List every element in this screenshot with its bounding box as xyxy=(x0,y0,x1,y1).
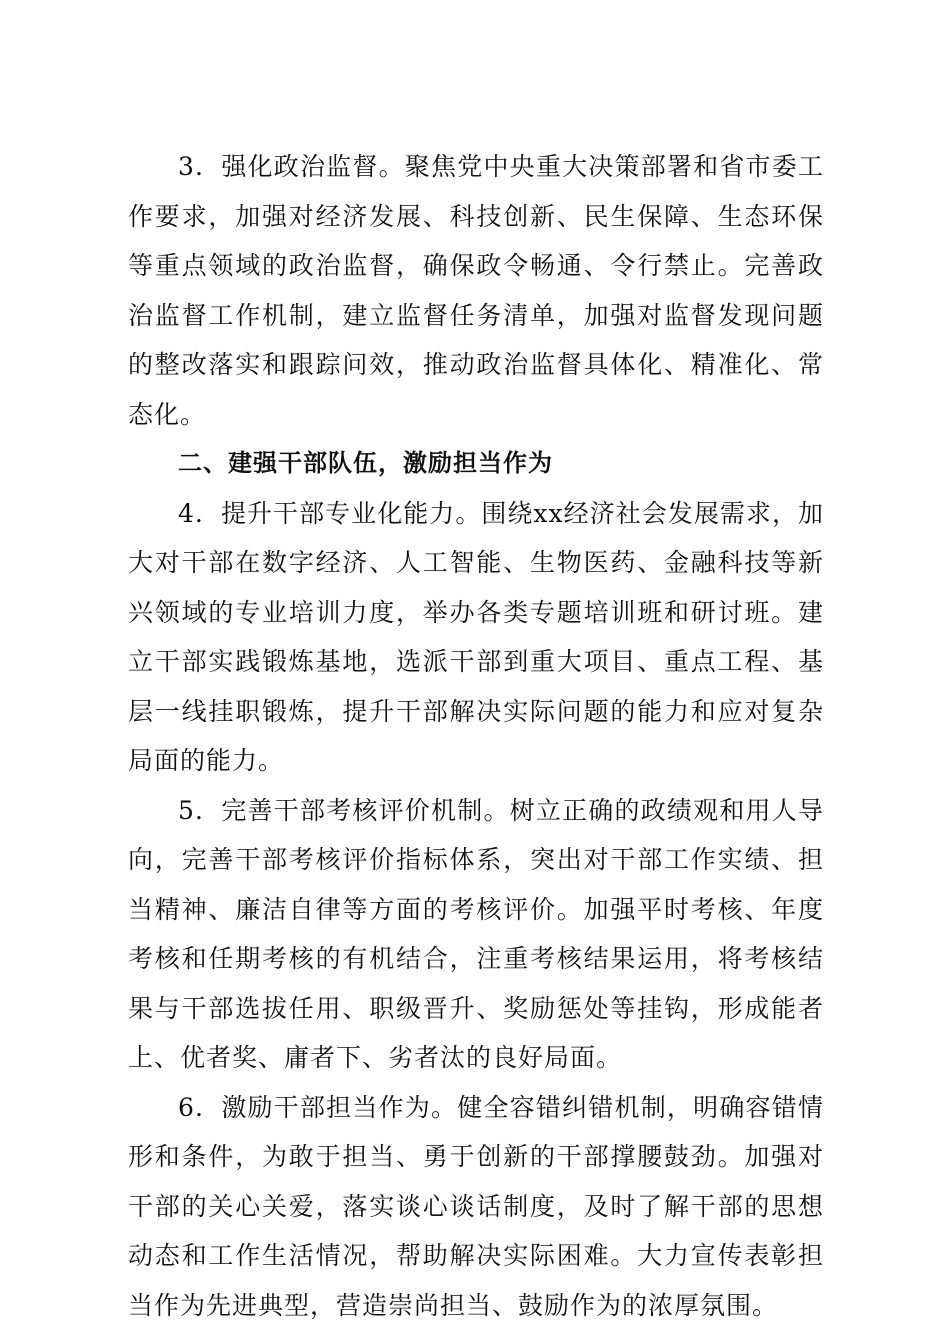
section-heading-cadre-team: 二、建强干部队伍，激励担当作为 xyxy=(178,449,553,477)
document-body xyxy=(128,142,824,1330)
paragraph-3-political-supervision: 3．强化政治监督。聚焦党中央重大决策部署和省市委工作要求，加强对经济发展、科技创新、民生保障、生态环保等重点领域的政治监督，确保政令畅通、令行禁止。完善政治监督工作机制，建立监督任务清单，加强对监督发现问题的整改落实和跟踪问效，推动政治监督具体化、精准化、常态化。 xyxy=(128,152,824,429)
paragraph-6-cadre-incentive: 6．激励干部担当作为。健全容错纠错机制，明确容错情形和条件，为敢于担当、勇于创新的干部撑腰鼓劲。加强对干部的关心关爱，落实谈心谈话制度，及时了解干部的思想动态和工作生活情况，帮助解决实际困难。大力宣传表彰担当作为先进典型，营造崇尚担当、鼓励作为的浓厚氛围。 xyxy=(128,1092,824,1320)
paragraph-5-cadre-evaluation: 5．完善干部考核评价机制。树立正确的政绩观和用人导向，完善干部考核评价指标体系，突出对干部工作实绩、担当精神、廉洁自律等方面的考核评价。加强平时考核、年度考核和任期考核的有机结合，注重考核结果运用，将考核结果与干部选拔任用、职级晋升、奖励惩处等挂钩，形成能者上、优者奖、庸者下、劣者汰的良好局面。 xyxy=(128,795,824,1072)
paragraph-4-cadre-professional-ability: 4．提升干部专业化能力。围绕xx经济社会发展需求，加大对干部在数字经济、人工智能、生物医药、金融科技等新兴领域的专业培训力度，举办各类专题培训班和研讨班。建立干部实践锻炼基地，选派干部到重大项目、重点工程、基层一线挂职锻炼，提升干部解决实际问题的能力和应对复杂局面的能力。 xyxy=(128,498,824,775)
